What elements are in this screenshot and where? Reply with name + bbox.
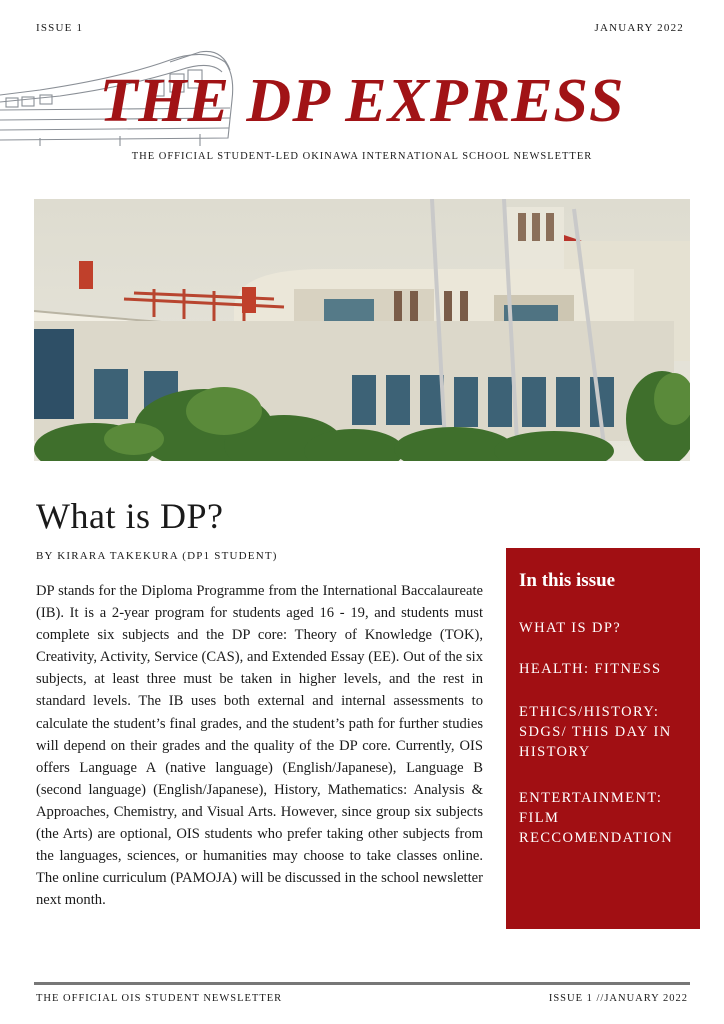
issue-number: ISSUE 1 [36, 22, 84, 34]
in-this-issue-box [506, 548, 700, 929]
footer-divider [34, 982, 690, 985]
footer-issue-date: ISSUE 1 //JANUARY 2022 [548, 993, 688, 1004]
sidebar-item-what-is-dp: WHAT IS DP? [519, 620, 622, 636]
sidebar-item-health: HEALTH: FITNESS [519, 661, 662, 677]
article-body: DP stands for the Diploma Programme from the International Baccalaureate (IB). It is a 2-year program for students aged 16 - 19, and students must complete six subjects and the DP core: Theory of Knowledge (TOK), Creativity, Activity, Service (CAS), and Extended Essay (EE). Out of the six subjects, at least three must be taken in higher levels, and the rest in standard levels. The IB uses both external and internal assessments to calculate the student’s final grades, and the student’s path for further studies will depend on their grades and the quality of the DP core. Currently, OIS offers Language A (native language) (English/Japanese), Language B (second language) (English/Japanese), History, Mathematics: Analysis & Approaches, Chemistry, and Visual Arts. However, since group six subjects (the Arts) are optional, OIS students who prefer taking other subjects from the languages, sciences, or humanities may choose to take classes online. The online curriculum (PAMOJA) will be discussed in the school newsletter next month. [36, 583, 483, 909]
school-building-photo [34, 199, 690, 461]
masthead-title: THE DP EXPRESS [99, 67, 625, 135]
sidebar-item-ethics-history: ETHICS/HISTORY: SDGS/ THIS DAY IN HISTORY [519, 704, 672, 760]
article-title: What is DP? [36, 496, 224, 536]
sidebar-title: In this issue [519, 570, 616, 591]
sidebar-item-entertainment: ENTERTAINMENT: FILM RECCOMENDATION [519, 790, 674, 846]
article-byline: BY KIRARA TAKEKURA (DP1 STUDENT) [36, 550, 278, 562]
issue-date: JANUARY 2022 [594, 22, 684, 34]
footer-newsletter-name: THE OFFICIAL OIS STUDENT NEWSLETTER [36, 993, 283, 1004]
masthead-tagline: THE OFFICIAL STUDENT-LED OKINAWA INTERNATIONAL SCHOOL NEWSLETTER [131, 151, 593, 162]
